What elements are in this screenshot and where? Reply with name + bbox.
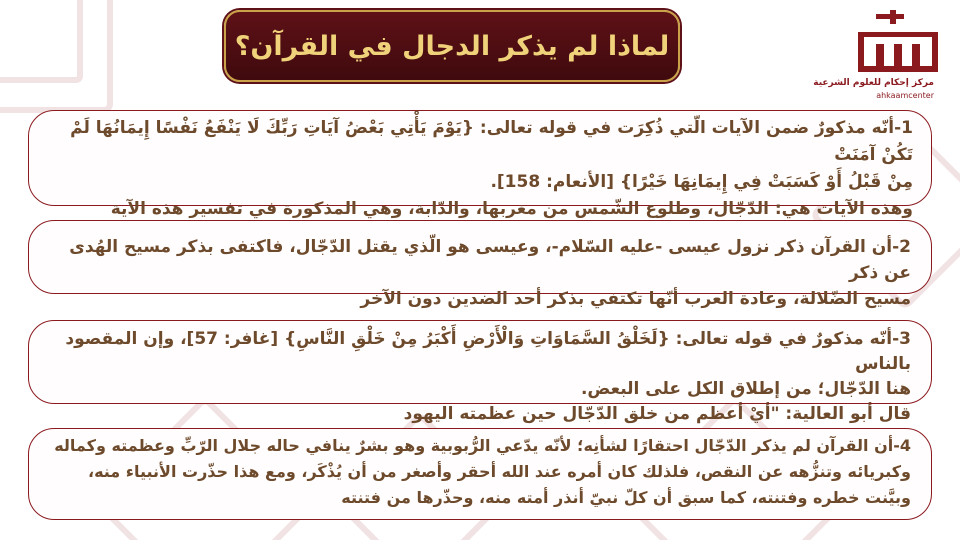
point-card-4	[28, 428, 932, 520]
title-banner	[224, 10, 680, 82]
logo-tagline: ahkaamcenter	[876, 91, 934, 100]
point-3-line-3: قال أبو العالية: "أيْ أعظم من خلق الدّجّال حين عظمته اليهود	[403, 404, 911, 424]
point-card-1	[28, 110, 932, 219]
point-3-line-2: هنا الدّجّال؛ من إطلاق الكل على البعض.	[580, 379, 911, 399]
point-2-line-2: مسيح الضّلالة، وعادة العرب أنّها تكتفي بذكر أحد الضدين دون الآخر	[360, 289, 911, 309]
point-1-line-3: وهذه الآيات هي: الدّجّال، وطلوع الشّمس من مغربها، والدّابة، وهي المذكورة في تفسير هذه الآية	[110, 199, 913, 219]
point-card-3	[28, 320, 932, 424]
point-4-line-2: وكبريائه وتنزُّهه عن النقص، فلذلك كان أمره عند الله أحقر وأصغر من أن يُذْكَر، ومع هذا حذّرت الأنبياء منه،	[87, 462, 911, 481]
point-3-line-1: 3-أنّه مذكورٌ في قوله تعالى: {لَخَلْقُ السَّمَاوَاتِ وَالْأَرْضِ أَكْبَرُ مِنْ خَلْقِ النَّاسِ} [غافر: 57]، وإن المقصود بالناس	[65, 329, 911, 374]
point-1-line-2: مِنْ قَبْلُ أَوْ كَسَبَتْ فِي إِيمَانِهَا خَيْرًا} [الأنعام: 158].	[490, 172, 913, 192]
page-title: لماذا لم يذكر الدجال في القرآن؟	[234, 30, 670, 62]
point-card-2	[28, 220, 932, 309]
point-4-line-1: 4-أن القرآن لم يذكر الدّجّال احتقارًا لشأنِه؛ لأنّه يدّعي الرُّبوبية وهو بشرٌ ينافي حاله جلال الرّبِّ وعظمته وكماله	[54, 436, 911, 455]
point-2-line-1: 2-أن القرآن ذكر نزول عيسى -عليه السّلام-، وعيسى هو الّذي يقتل الدّجّال، فاكتفى بذكر مسيح الهُدى عن ذكر	[69, 237, 911, 283]
logo-subtitle: مركز إحكام للعلوم الشرعية	[813, 78, 934, 88]
point-1-line-1: 1-أنّه مذكورٌ ضمن الآيات الّتي ذُكِرَت في قوله تعالى: {يَوْمَ يَأْتِي بَعْضُ آيَاتِ رَبِّكَ لَا يَنْفَعُ نَفْسًا إِيمَانُهَا لَمْ تَكُنْ آمَنَتْ	[70, 118, 913, 165]
point-4-line-3: وبيَّنت خطره وفتنته، كما سبق أن كلّ نبيّ أنذر أمته منه، وحذّرها من فتنته	[341, 488, 911, 507]
